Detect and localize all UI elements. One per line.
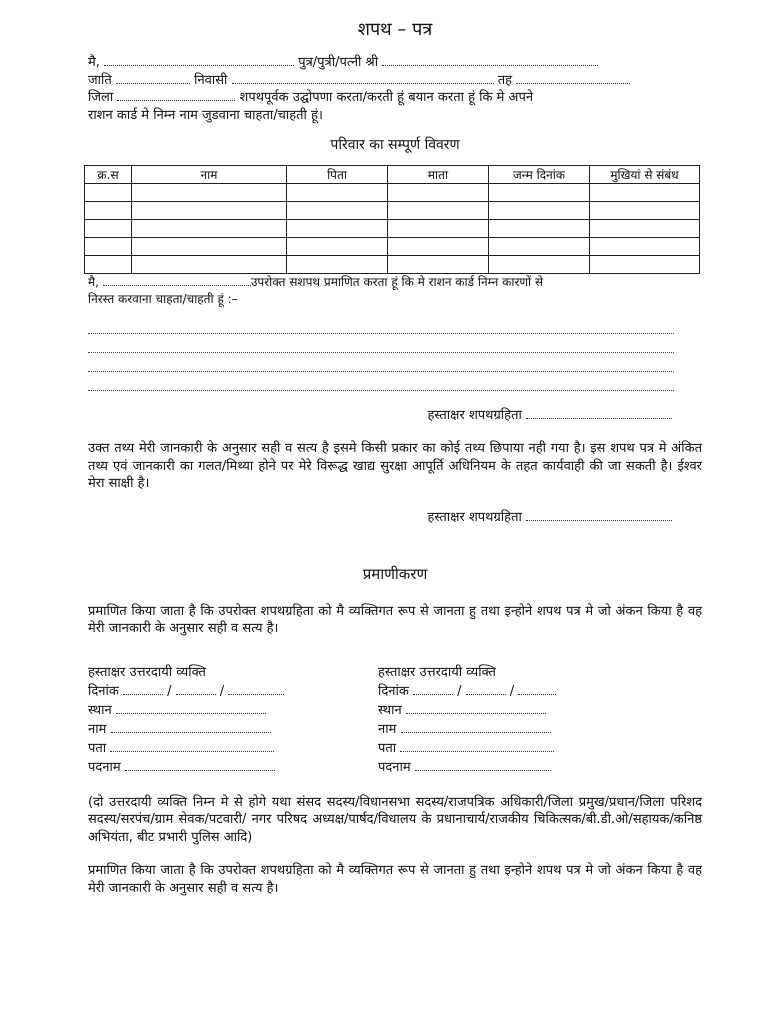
intro-statement: शपथपूर्वक उद्घोपणा करता/करती हूं बयान करता हूं कि मे अपने [239, 90, 534, 106]
signature-blank-2[interactable] [526, 510, 672, 521]
table-row [85, 202, 700, 220]
table-cell[interactable] [85, 184, 132, 202]
name-field-blank[interactable] [401, 722, 551, 733]
relation-name-blank[interactable] [382, 55, 598, 66]
official-1-designation-label: पदनाम [88, 759, 121, 775]
date-day-blank[interactable] [413, 684, 453, 695]
declaration-text: उक्त तथ्य मेरी जानकारी के अनुसार सही व सत्य है इसमे किसी प्रकार का कोई तथ्य छिपाया नही गया है। इस शपथ पत्र मे अंकित तथ्य एवं जानकारी का गलत/मिथ्या होने पर मेरे विरूद्ध खाद्य सुरक्षा आपूर्ति अधिनियम के तहत कार्यवाही की जा सकती है। ईश्वर मेरा साक्षी है। [88, 441, 702, 492]
col-serial: क्र.स [85, 166, 132, 184]
table-cell[interactable] [489, 202, 590, 220]
table-cell[interactable] [388, 184, 489, 202]
table-cell[interactable] [287, 220, 388, 238]
verification-text: प्रमाणित किया जाता है कि उपरोक्त शपथग्रहिता को मै व्यक्तिगत रूप से जानता हु तथा इन्होने शपथ पत्र मे जो अंकन किया है वह मेरी जानकारी के अनुसार सही व सत्य है। [88, 603, 702, 637]
table-cell[interactable] [85, 238, 132, 256]
table-cell[interactable] [132, 256, 287, 274]
table-cell[interactable] [590, 256, 700, 274]
official-2-name-label: नाम [378, 721, 397, 737]
signature-row-2 [88, 509, 672, 527]
date-year-blank[interactable] [228, 684, 284, 695]
intro-line-3 [88, 89, 702, 107]
resident-label: निवासी [194, 72, 228, 88]
official-2-designation-row [378, 759, 668, 778]
signature-label: हस्ताक्षर शपथग्रहिता [427, 407, 522, 423]
col-mother: माता [388, 166, 489, 184]
col-father: पिता [287, 166, 388, 184]
date-day-blank[interactable] [123, 684, 163, 695]
table-cell[interactable] [489, 238, 590, 256]
verification-heading: प्रमाणीकरण [362, 565, 428, 584]
designation-blank[interactable] [125, 760, 275, 771]
date-year-blank[interactable] [518, 684, 556, 695]
resident-blank[interactable] [232, 73, 494, 84]
table-row [85, 238, 700, 256]
designation-blank[interactable] [415, 760, 551, 771]
official-1-address-row [88, 740, 378, 759]
table-cell[interactable] [287, 184, 388, 202]
signature-label-2: हस्ताक्षर शपथग्रहिता [427, 509, 522, 525]
removal-name-blank[interactable] [103, 275, 251, 286]
official-2-place-label: स्थान [378, 702, 402, 718]
official-1-place-label: स्थान [88, 702, 112, 718]
table-cell[interactable] [489, 184, 590, 202]
table-cell[interactable] [132, 184, 287, 202]
table-cell[interactable] [85, 256, 132, 274]
relation-label: पुत्र/पुत्री/पत्नी श्री [298, 55, 379, 71]
table-cell[interactable] [287, 256, 388, 274]
table-cell[interactable] [388, 238, 489, 256]
signature-row-1 [88, 407, 672, 425]
caste-blank[interactable] [116, 73, 190, 84]
officials-section [88, 664, 702, 778]
table-cell[interactable] [85, 220, 132, 238]
name-field-blank[interactable] [111, 722, 271, 733]
intro-line-4: राशन कार्ड मे निम्न नाम जुडवाना चाहता/चाहती हूं। [88, 107, 323, 123]
name-blank[interactable] [104, 55, 294, 66]
reason-line[interactable] [88, 353, 674, 372]
signature-blank[interactable] [526, 408, 672, 419]
table-row [85, 256, 700, 274]
family-table [84, 165, 700, 274]
intro-line-2 [88, 72, 702, 90]
col-name: नाम [132, 166, 287, 184]
col-relation: मुखियां से संबंध [590, 166, 700, 184]
table-row [85, 184, 700, 202]
intro-line-1 [88, 54, 702, 72]
table-cell[interactable] [388, 220, 489, 238]
col-dob: जन्म दिनांक [489, 166, 590, 184]
place-blank[interactable] [406, 703, 546, 714]
official-1-address-label: पता [88, 740, 107, 756]
official-1-place-row [88, 702, 378, 721]
removal-me: मै, [88, 275, 99, 290]
caste-label: जाति [88, 72, 112, 88]
verification-repeat-text: प्रमाणित किया जाता है कि उपरोक्त शपथग्रहिता को मै व्यक्तिगत रूप से जानता हु तथा इन्होने शपथ पत्र मे जो अंकन किया है वह मेरी जानकारी के अनुसार सही व सत्य है। [88, 863, 702, 897]
table-cell[interactable] [590, 220, 700, 238]
table-cell[interactable] [489, 256, 590, 274]
official-1-name-label: नाम [88, 721, 107, 737]
official-2-date-row: दिनांक / / [378, 683, 668, 702]
table-row [85, 220, 700, 238]
address-blank[interactable] [400, 741, 554, 752]
page-title: शपथ – पत्र [357, 19, 433, 40]
official-1-date-label: दिनांक [88, 683, 119, 699]
table-cell[interactable] [287, 202, 388, 220]
removal-line-1 [88, 274, 702, 290]
intro-me: मै, [88, 55, 100, 71]
official-2-date-label: दिनांक [378, 683, 409, 699]
table-header-row [85, 166, 700, 184]
official-1-date-row: दिनांक / / [88, 683, 378, 702]
table-cell[interactable] [132, 238, 287, 256]
removal-line-2: निरस्त करवाना चाहता/चाहती हूं :– [88, 291, 238, 306]
district-label: जिला [88, 90, 114, 106]
family-heading: परिवार का सम्पूर्ण विवरण [330, 137, 460, 154]
officials-note: (दो उत्तरदायी व्यक्ति निम्न मे से होगे यथा संसद सदस्य/विधानसभा सदस्य/राजपत्रिक अधिकारी/जिला प्रमुख/प्रधान/जिला परिशद सदस्य/सरपंच/ग्राम सेवक/पटवारी/ नगर परिषद अध्यक्ष/पार्षद/विधालय के प्रधानाचार्य/राजकीय चिकित्सक/बी.डी.ओ/सहायक/कनिष्ठ अभियंता, बीट प्रभारी पुलिस आदि) [88, 794, 702, 845]
official-1-sign: हस्ताक्षर उत्तरदायी व्यक्ति [88, 664, 206, 680]
tehsil-label: तह [497, 72, 513, 88]
reason-line[interactable] [88, 334, 674, 353]
official-1-name-row [88, 721, 378, 740]
removal-statement: उपरोक्त सशपथ प्रमाणित करता हूं कि मे राशन कार्ड निम्न कारणों से [250, 275, 544, 290]
official-2-name-row [378, 721, 668, 740]
district-blank[interactable] [117, 90, 235, 101]
official-1-designation-row [88, 759, 378, 778]
tehsil-blank[interactable] [516, 73, 630, 84]
table-cell[interactable] [287, 238, 388, 256]
place-blank[interactable] [116, 703, 266, 714]
address-blank[interactable] [110, 741, 274, 752]
table-cell[interactable] [388, 202, 489, 220]
official-2 [378, 664, 668, 778]
reason-line[interactable] [88, 372, 674, 391]
table-cell[interactable] [85, 202, 132, 220]
table-cell[interactable] [590, 238, 700, 256]
table-cell[interactable] [132, 202, 287, 220]
official-2-sign: हस्ताक्षर उत्तरदायी व्यक्ति [378, 664, 496, 680]
official-2-designation-label: पदनाम [378, 759, 411, 775]
date-month-blank[interactable] [466, 684, 506, 695]
reason-line[interactable] [88, 315, 674, 334]
official-2-place-row [378, 702, 668, 721]
official-2-address-row [378, 740, 668, 759]
table-cell[interactable] [388, 256, 489, 274]
table-cell[interactable] [132, 220, 287, 238]
affidavit-page [88, 18, 702, 898]
official-1 [88, 664, 378, 778]
table-cell[interactable] [590, 202, 700, 220]
official-2-address-label: पता [378, 740, 397, 756]
date-month-blank[interactable] [176, 684, 216, 695]
table-cell[interactable] [590, 184, 700, 202]
table-cell[interactable] [489, 220, 590, 238]
